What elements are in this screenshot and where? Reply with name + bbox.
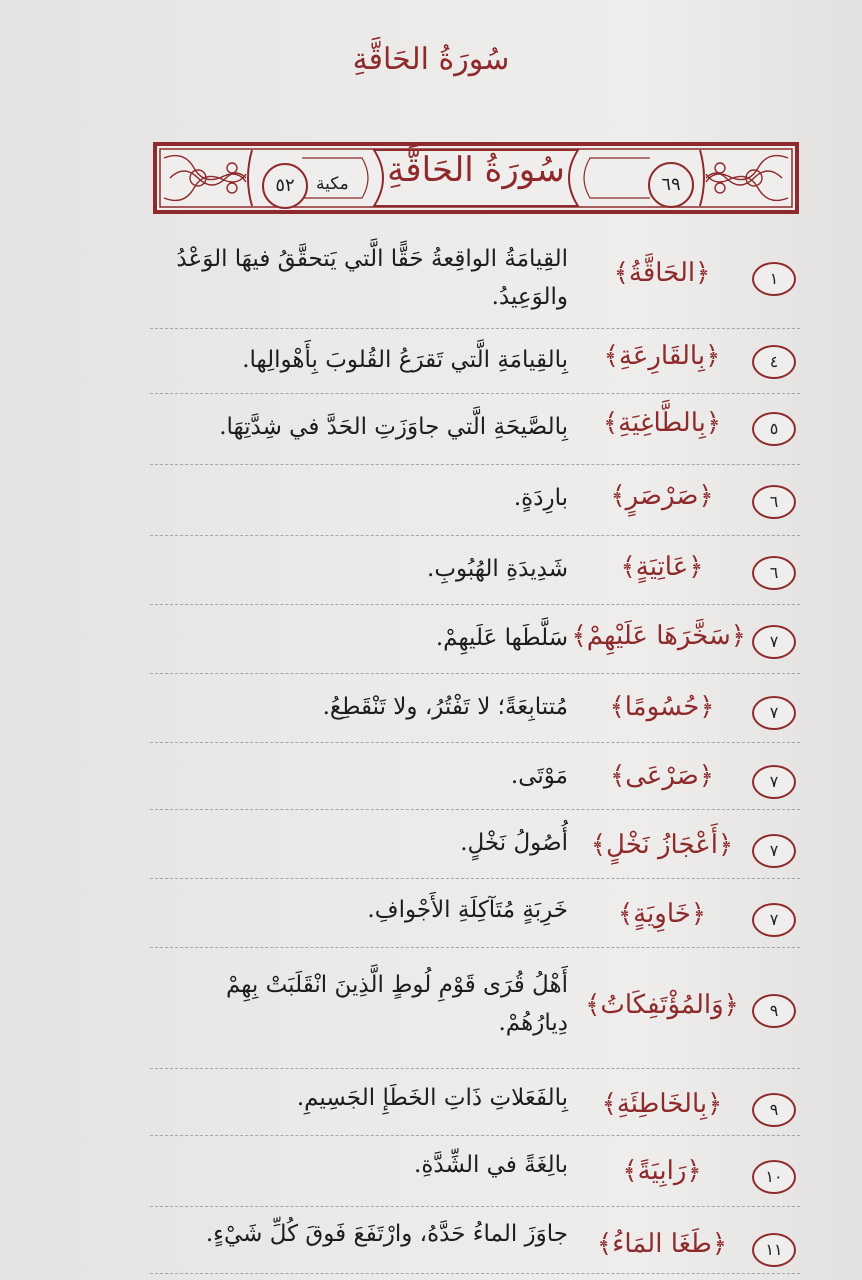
- vocabulary-list: [150, 230, 800, 1274]
- list-item: [150, 1207, 800, 1274]
- word-meaning: مَوْتَى.: [510, 763, 568, 789]
- verse-number: ٧: [752, 696, 796, 730]
- quran-word: ﴿خَاوِيَةٍ﴾: [617, 899, 707, 929]
- banner-title: سُورَةُ الحَاقَّةِ: [387, 150, 565, 190]
- quran-word: ﴿بِالقَارِعَةِ﴾: [603, 341, 721, 371]
- verse-number: ٩: [752, 1093, 796, 1127]
- list-item: [150, 394, 800, 465]
- verse-number: ٧: [752, 903, 796, 937]
- verse-number: ٦: [752, 556, 796, 590]
- word-meaning: بالِغَةً في الشِّدَّةِ.: [414, 1152, 568, 1178]
- quran-word: ﴿وَالمُؤْتَفِكَاتُ﴾: [585, 990, 739, 1020]
- word-meaning: خَرِبَةٍ مُتَآكِلَةِ الأَجْوافِ.: [367, 897, 568, 923]
- word-meaning: بِالفَعَلاتِ ذَاتِ الخَطَإِ الجَسِيمِ.: [296, 1085, 568, 1111]
- list-item: [150, 674, 800, 743]
- verse-number: ٧: [752, 625, 796, 659]
- list-item: [150, 605, 800, 674]
- word-meaning: بارِدَةٍ.: [513, 485, 568, 511]
- quran-word: ﴿صَرْعَى﴾: [609, 761, 715, 791]
- list-item: [150, 810, 800, 879]
- verse-count-badge: ٥٢: [262, 163, 308, 209]
- word-meaning: مُتتابِعَةً؛ لا تَفْتُرُ، ولا تَنْقَطِعُ.: [322, 694, 568, 720]
- list-item: [150, 1136, 800, 1207]
- quran-word: ﴿حُسُومًا﴾: [609, 692, 715, 722]
- quran-word: ﴿عَاتِيَةٍ﴾: [620, 552, 704, 582]
- running-title: سُورَةُ الحَاقَّةِ: [352, 42, 510, 77]
- verse-number: ٤: [752, 345, 796, 379]
- word-meaning: سَلَّطَها عَلَيهِمْ.: [435, 625, 568, 651]
- word-meaning: القِيامَةُ الواقِعةُ حَقًّا الَّتي يَتحقَّقُ فيهَا الوَعْدُ والوَعِيدُ.: [176, 246, 568, 310]
- list-item: [150, 329, 800, 394]
- quran-word: ﴿طَغَا المَاءُ﴾: [596, 1229, 728, 1259]
- verse-number: ٧: [752, 834, 796, 868]
- word-meaning: بِالصَّيحَةِ الَّتي جاوَزَتِ الحَدَّ في شِدَّتِهَا.: [219, 414, 568, 440]
- revelation-place: مكية: [316, 174, 349, 194]
- word-meaning: بِالقِيامَةِ الَّتي تَقرَعُ القُلوبَ بِأَهْوالِها.: [242, 347, 568, 373]
- verse-number: ٦: [752, 485, 796, 519]
- surah-title-banner: [152, 128, 800, 228]
- list-item: [150, 879, 800, 948]
- quran-word: ﴿بِالطَّاغِيَةِ﴾: [602, 408, 722, 438]
- list-item: [150, 230, 800, 329]
- list-item: [150, 1069, 800, 1136]
- word-meaning: أُصُولُ نَخْلٍ.: [460, 830, 568, 856]
- verse-number: ٧: [752, 765, 796, 799]
- list-item: [150, 743, 800, 810]
- word-meaning: جاوَزَ الماءُ حَدَّهُ، وارْتَفَعَ فَوقَ كُلِّ شَيْءٍ.: [205, 1221, 568, 1247]
- verse-number: ١٠: [752, 1160, 796, 1194]
- verse-number: ١١: [752, 1233, 796, 1267]
- surah-number-badge: ٦٩: [648, 162, 694, 208]
- list-item: [150, 536, 800, 605]
- quran-word: ﴿الحَاقَّةُ﴾: [613, 258, 711, 288]
- verse-number: ٩: [752, 994, 796, 1028]
- word-meaning: أَهْلُ قُرَى قَوْمِ لُوطٍ الَّذِينَ انْقَلَبَتْ بِهِمْ دِيارُهُمْ.: [225, 972, 568, 1036]
- list-item: [150, 465, 800, 536]
- quran-word: ﴿سَخَّرَهَا عَلَيْهِمْ﴾: [571, 621, 746, 651]
- list-item: [150, 948, 800, 1069]
- quran-word: ﴿رَابِيَةً﴾: [622, 1156, 702, 1186]
- quran-word: ﴿صَرْصَرٍ﴾: [610, 481, 714, 511]
- quran-word: ﴿بِالخَاطِئَةِ﴾: [601, 1089, 723, 1119]
- quran-word: ﴿أَعْجَازُ نَخْلٍ﴾: [590, 830, 734, 860]
- verse-number: ١: [752, 262, 796, 296]
- verse-number: ٥: [752, 412, 796, 446]
- word-meaning: شَدِيدَةِ الهُبُوبِ.: [427, 556, 568, 582]
